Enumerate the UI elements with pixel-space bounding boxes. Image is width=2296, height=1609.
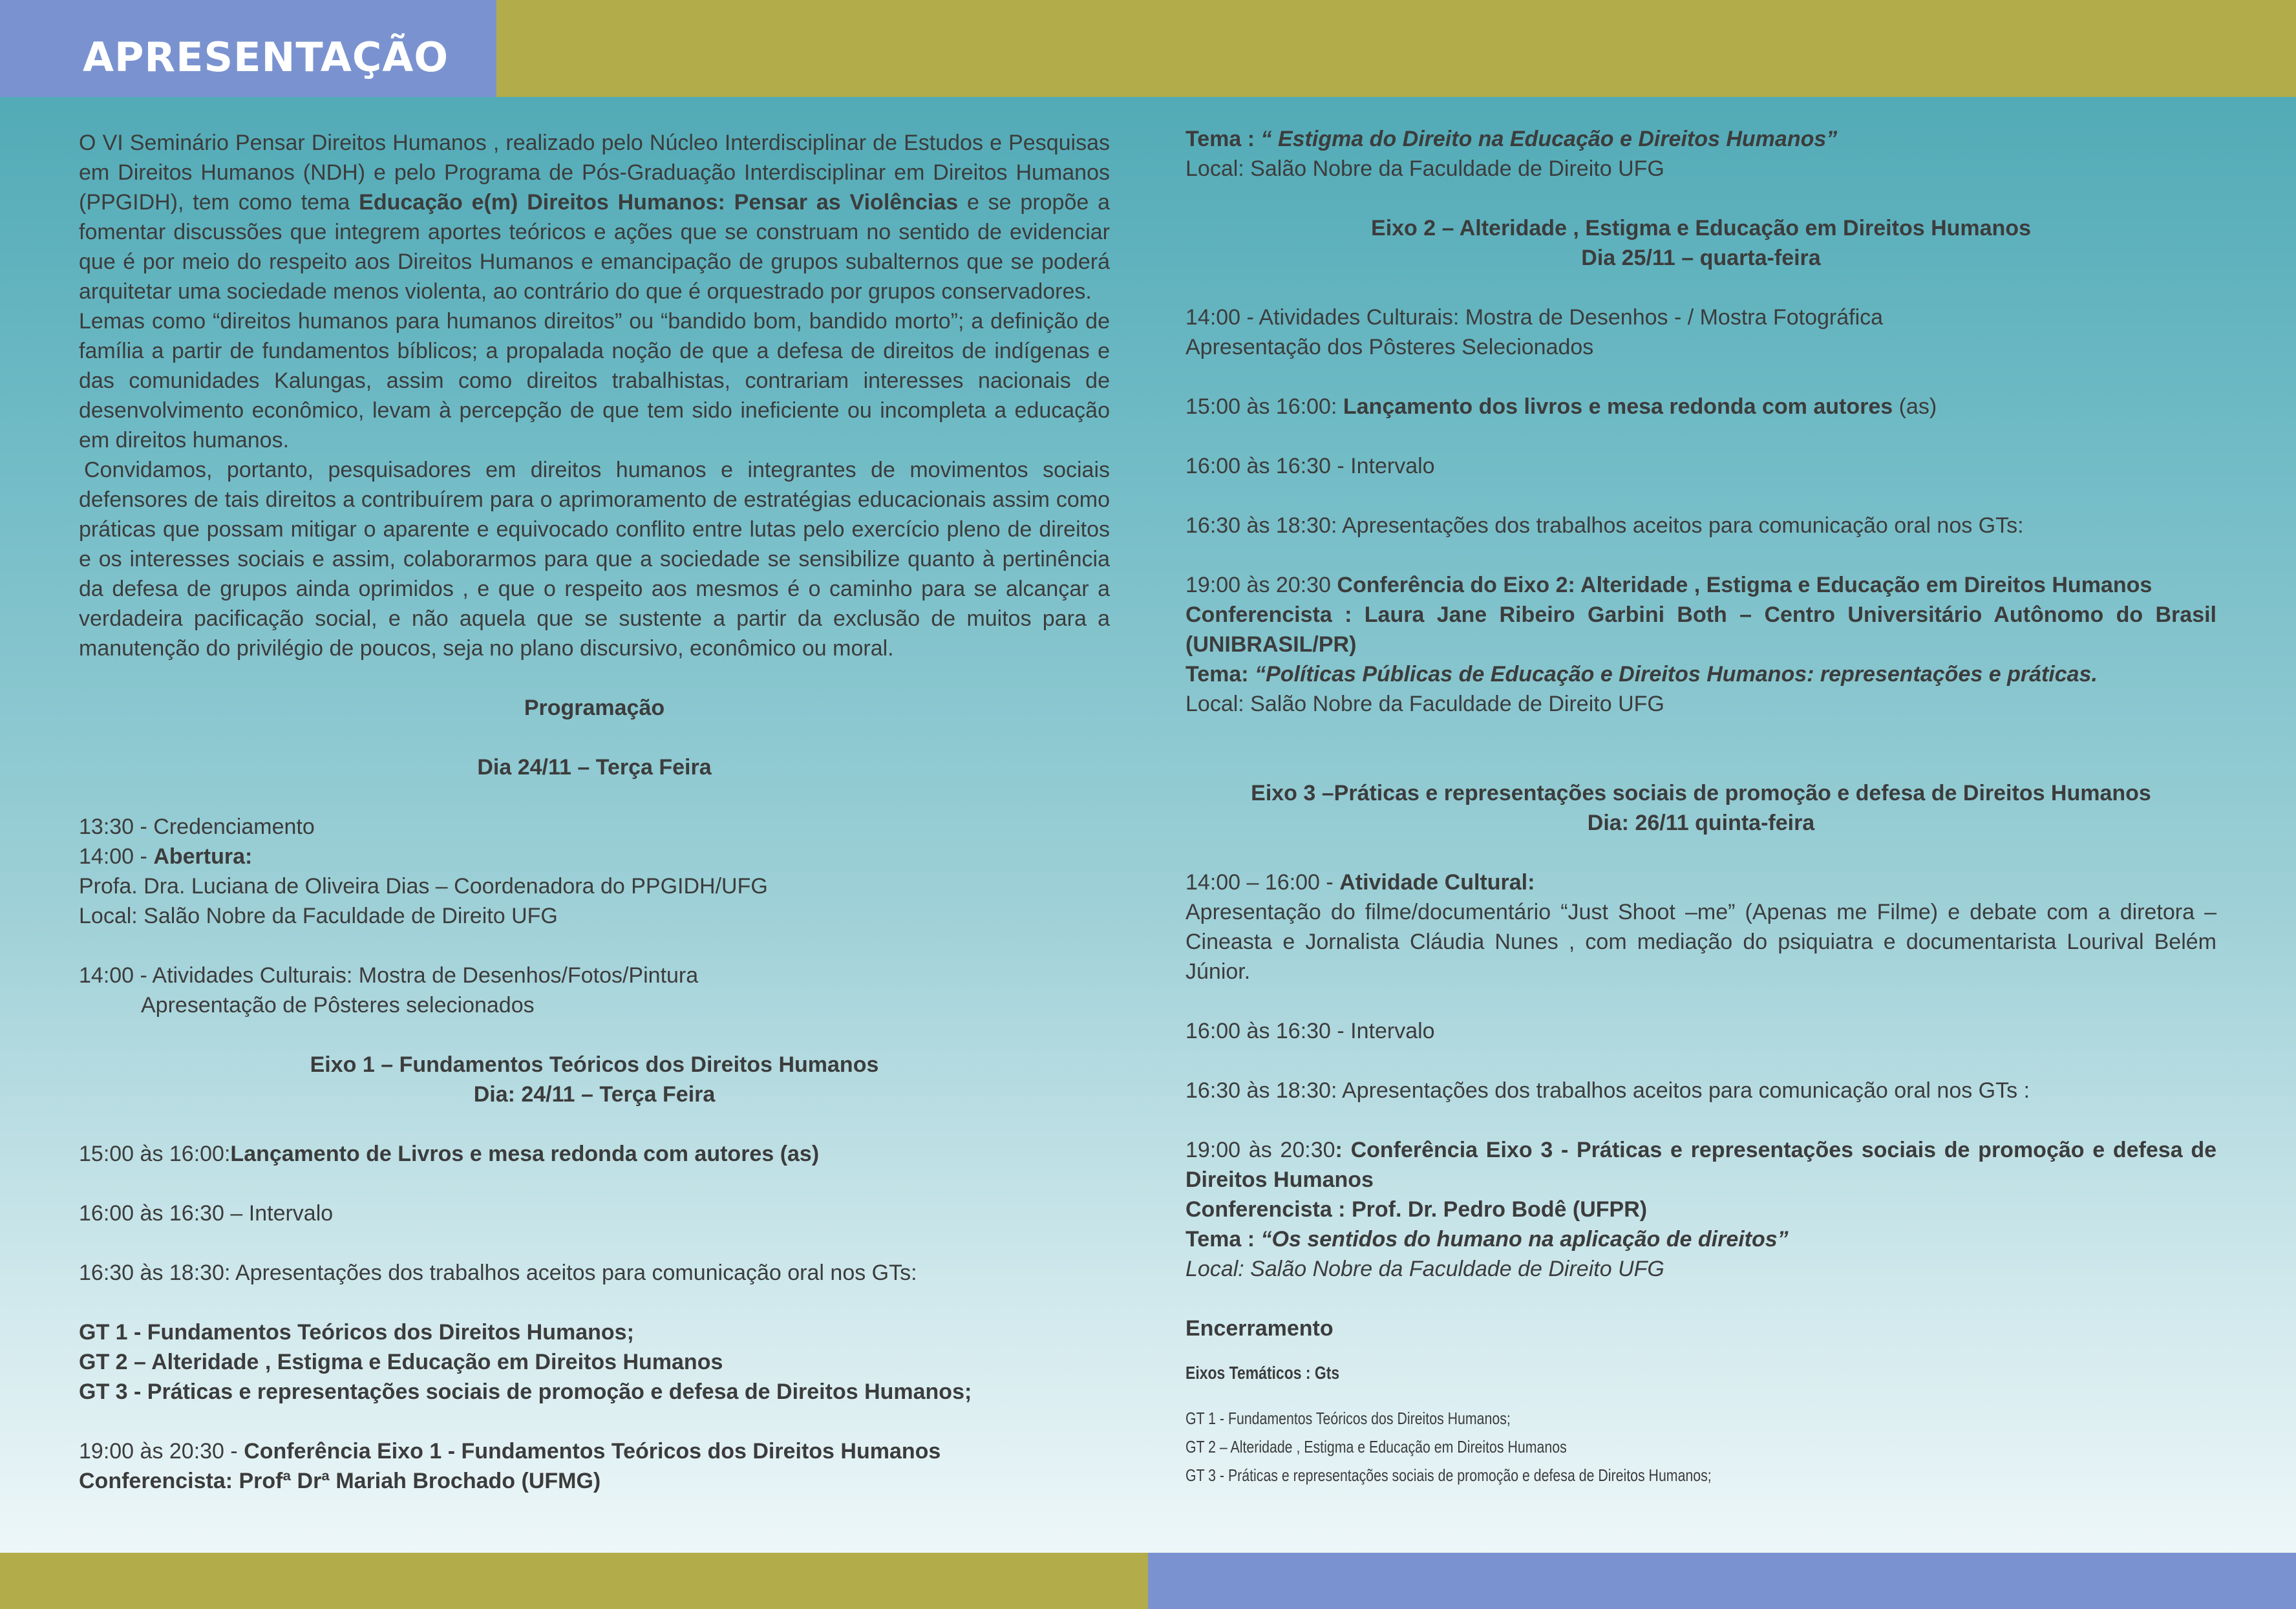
- left-column: [79, 128, 1110, 1496]
- day1-heading: Dia 24/11 – Terça Feira: [477, 755, 712, 780]
- schedule-item: 16:30 às 18:30: Apresentações dos trabalhos aceitos para comunicação oral nos GTs:: [79, 1261, 917, 1285]
- encerramento: Encerramento: [1185, 1316, 1334, 1341]
- schedule-item: 16:00 às 16:30 - Intervalo: [1185, 1019, 1435, 1043]
- schedule-item: 14:00 - Atividades Culturais: Mostra de Desenhos/Fotos/Pintura: [79, 963, 699, 988]
- schedule-item: 19:00 às 20:30: Conferência Eixo 3 - Práticas e representações sociais de promoção e defesa de Direitos Humanos: [1185, 1138, 2217, 1192]
- local-line: Local: Salão Nobre da Faculdade de Direito UFG: [1185, 1257, 1664, 1281]
- footer-band-left: [0, 1553, 1148, 1609]
- motivation-paragraph: Lemas como “direitos humanos para humanos direitos” ou “bandido bom, bandido morto”; a definição de família a partir de fundamentos bíblicos; a propalada noção de que a defesa de direitos de indígenas e das comunidades Kalungas, assim como direitos trabalhistas, contrariam interesses nacionais de desenvolvimento econômico, levam à percepção de que tem sido ineficiente ou incompleta a educação em direitos humanos.: [79, 309, 1110, 453]
- schedule-item: Local: Salão Nobre da Faculdade de Direito UFG: [79, 904, 558, 928]
- local-line: Local: Salão Nobre da Faculdade de Direito UFG: [1185, 692, 1664, 716]
- schedule-item: Profa. Dra. Luciana de Oliveira Dias – Coordenadora do PPGIDH/UFG: [79, 874, 768, 899]
- eixo3-heading: Eixo 3 –Práticas e representações sociais de promoção e defesa de Direitos Humanos: [1251, 781, 2151, 805]
- eixo2-heading: Eixo 2 – Alteridade , Estigma e Educação em Direitos Humanos: [1371, 216, 2031, 240]
- schedule-item: 13:30 - Credenciamento: [79, 815, 315, 839]
- gt-item: GT 3 - Práticas e representações sociais de promoção e defesa de Direitos Humanos;: [1185, 1465, 1712, 1485]
- gt-item: GT 2 – Alteridade , Estigma e Educação em Direitos Humanos: [1185, 1437, 1567, 1456]
- schedule-item: 16:30 às 18:30: Apresentações dos trabalhos aceitos para comunicação oral nos GTs :: [1185, 1078, 2030, 1103]
- schedule-item: 19:00 às 20:30 Conferência do Eixo 2: Alteridade , Estigma e Educação em Direitos Humanos: [1185, 573, 2152, 597]
- schedule-item: Apresentação do filme/documentário “Just Shoot –me” (Apenas me Filme) e debate com a diretora – Cineasta e Jornalista Cláudia Nunes , com mediação do psiquiatra e documentarista Lourival Belém Júnior.: [1185, 900, 2216, 984]
- schedule-item: 14:00 - Abertura:: [79, 844, 253, 869]
- footer-band-right: [1148, 1553, 2296, 1609]
- eixos-tematicos-heading: Eixos Temáticos : Gts: [1185, 1363, 1340, 1383]
- eixo2-day: Dia 25/11 – quarta-feira: [1581, 246, 1821, 270]
- schedule-item: 14:00 - Atividades Culturais: Mostra de Desenhos - / Mostra Fotográfica: [1185, 305, 1884, 330]
- right-column: [1185, 124, 2216, 1489]
- tema-line: Tema: “Políticas Públicas de Educação e Direitos Humanos: representações e práticas.: [1185, 662, 2098, 687]
- schedule-item: Apresentação dos Pôsteres Selecionados: [1185, 335, 1594, 359]
- schedule-item: 14:00 – 16:00 - Atividade Cultural:: [1185, 870, 1535, 895]
- conferencista: Conferencista: Profª Drª Mariah Brochado (UFMG): [79, 1469, 601, 1493]
- schedule-item: 16:00 às 16:30 - Intervalo: [1185, 454, 1435, 478]
- eixo1-day: Dia: 24/11 – Terça Feira: [473, 1082, 716, 1107]
- schedule-item: 16:00 às 16:30 – Intervalo: [79, 1201, 334, 1226]
- conferencista: Conferencista : Laura Jane Ribeiro Garbini Both – Centro Universitário Autônomo do Brasil (UNIBRASIL/PR): [1185, 602, 2216, 657]
- gt-item: GT 1 - Fundamentos Teóricos dos Direitos Humanos;: [1185, 1409, 1511, 1428]
- local-line: Local: Salão Nobre da Faculdade de Direito UFG: [1185, 156, 1664, 181]
- theme-text: Educação e(m) Direitos Humanos: Pensar as Violências: [359, 190, 959, 215]
- schedule-item: 19:00 às 20:30 - Conferência Eixo 1 - Fundamentos Teóricos dos Direitos Humanos: [79, 1439, 941, 1464]
- conferencista: Conferencista : Prof. Dr. Pedro Bodê (UFPR): [1185, 1197, 1648, 1222]
- programacao-heading: Programação: [524, 696, 665, 720]
- gt-item: GT 1 - Fundamentos Teóricos dos Direitos Humanos;: [79, 1320, 634, 1345]
- schedule-item: 15:00 às 16:00: Lançamento dos livros e mesa redonda com autores (as): [1185, 394, 1937, 419]
- tema-line: Tema : “ Estigma do Direito na Educação e Direitos Humanos”: [1185, 127, 1838, 151]
- gt-item: GT 2 – Alteridade , Estigma e Educação em Direitos Humanos: [79, 1350, 723, 1374]
- page-title: APRESENTAÇÃO: [83, 34, 449, 81]
- invitation-paragraph: Convidamos, portanto, pesquisadores em direitos humanos e integrantes de movimentos sociais defensores de tais direitos a contribuírem para o aprimoramento de estratégias educacionais assim como práticas que possam mitigar o aparente e equivocado conflito entre lutas pelo exercício pleno de direitos e os interesses sociais e assim, colaborarmos para que a sociedade se sensibilize quanto à pertinência da defesa de grupos ainda oprimidos , e que o respeito aos mesmos é o caminho para se alcançar a verdadeira pacificação social, e não aquela que se sustente a partir da exclusão de muitos para a manutenção do privilégio de poucos, seja no plano discursivo, econômico ou moral.: [79, 458, 1110, 661]
- intro-paragraph: O VI Seminário Pensar Direitos Humanos , realizado pelo Núcleo Interdisciplinar de Estudos e Pesquisas em Direitos Humanos (NDH) e pelo Programa de Pós-Graduação Interdisciplinar em Direitos Humanos (PPGIDH), tem como tema Educação e(m) Direitos Humanos: Pensar as Violências e se propõe a fomentar discussões que integrem aportes teóricos e ações que se construam no sentido de evidenciar que é por meio do respeito aos Direitos Humanos e emancipação de grupos subalternos que se poderá arquitetar uma sociedade menos violenta, ao contrário do que é orquestrado por grupos conservadores.: [79, 131, 1111, 304]
- tema-line: Tema : “Os sentidos do humano na aplicação de direitos”: [1185, 1227, 1789, 1252]
- top-accent-band: [496, 0, 2296, 97]
- gt-item: GT 3 - Práticas e representações sociais de promoção e defesa de Direitos Humanos;: [79, 1380, 972, 1404]
- schedule-item: 15:00 às 16:00:Lançamento de Livros e mesa redonda com autores (as): [79, 1142, 820, 1166]
- schedule-item: Apresentação de Pôsteres selecionados: [141, 993, 535, 1018]
- schedule-item: 16:30 às 18:30: Apresentações dos trabalhos aceitos para comunicação oral nos GTs:: [1185, 513, 2024, 538]
- eixo1-heading: Eixo 1 – Fundamentos Teóricos dos Direitos Humanos: [310, 1052, 879, 1077]
- eixo3-day: Dia: 26/11 quinta-feira: [1587, 811, 1815, 835]
